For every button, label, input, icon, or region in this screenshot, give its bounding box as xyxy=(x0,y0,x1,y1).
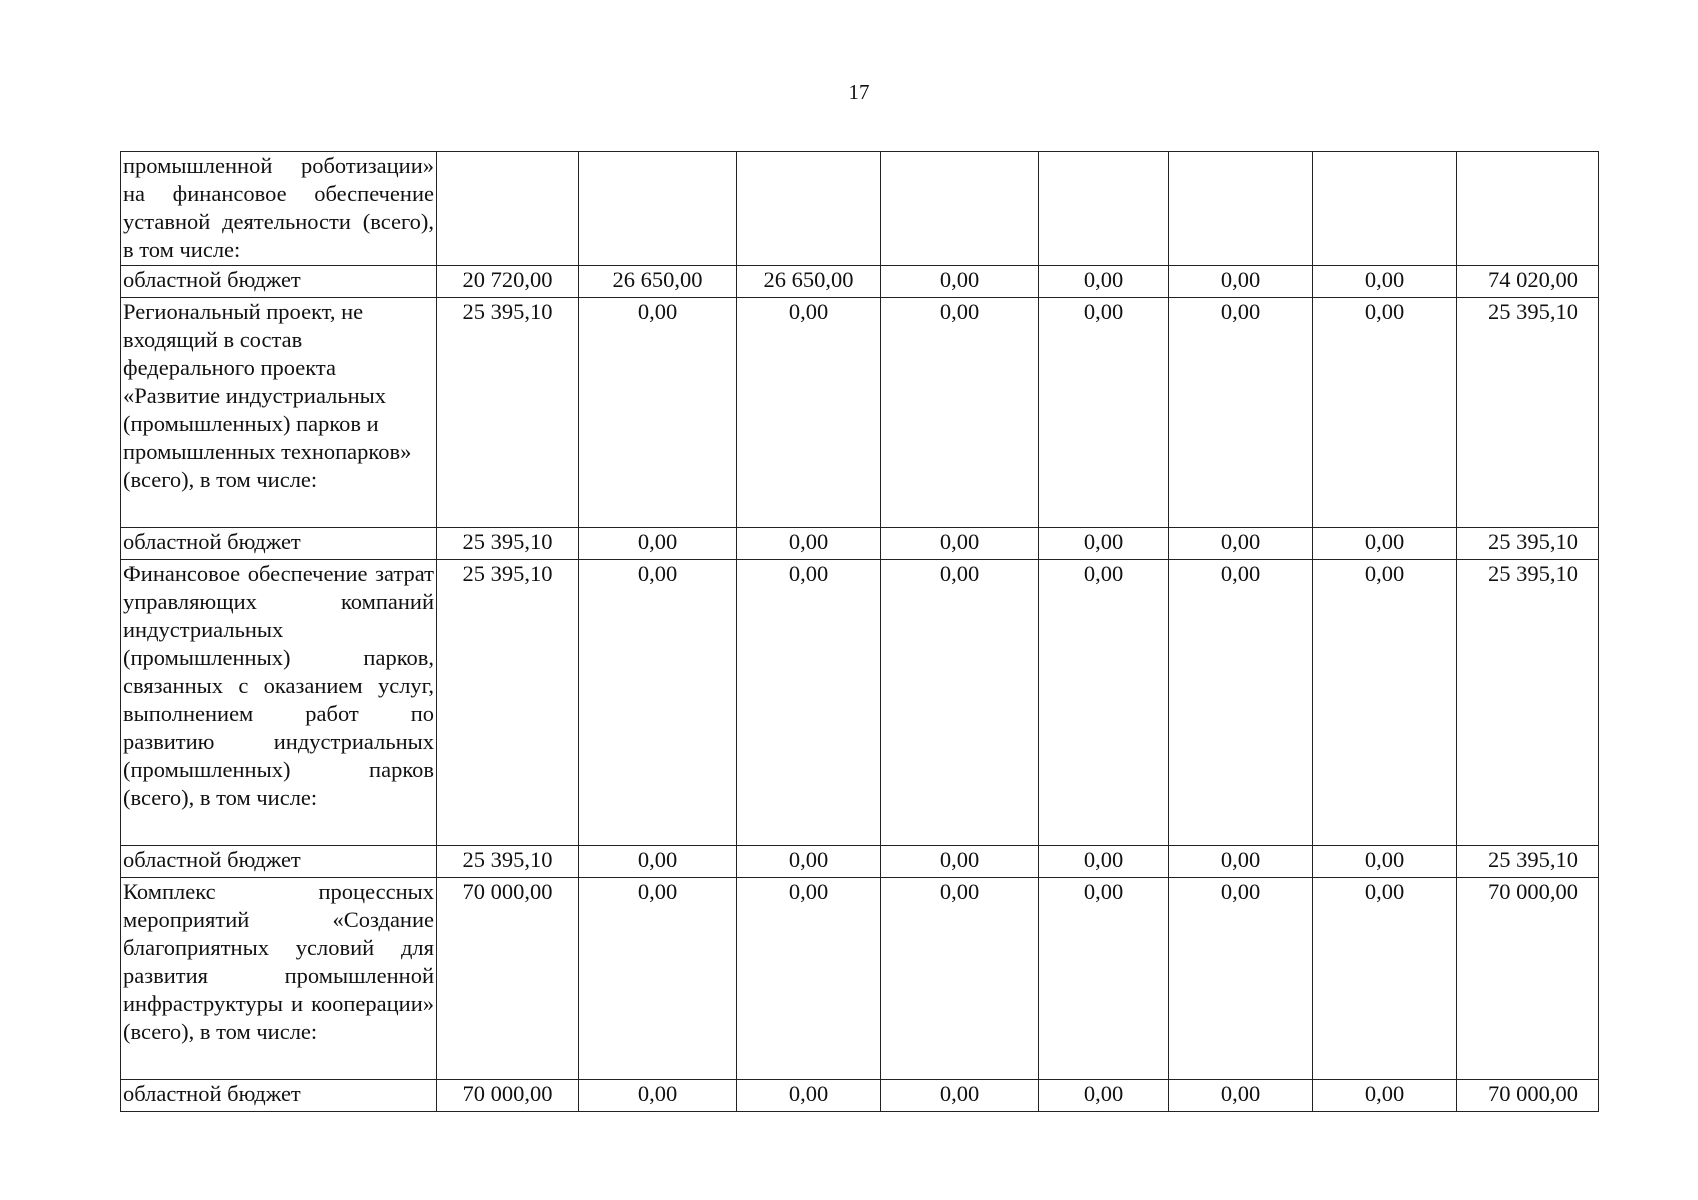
table-row xyxy=(121,266,1599,298)
value-cell: 0,00 xyxy=(579,560,737,846)
value-cell: 0,00 xyxy=(1039,878,1169,1080)
total-cell: 25 395,10 xyxy=(1457,560,1599,846)
value-cell: 0,00 xyxy=(737,560,881,846)
value-cell: 0,00 xyxy=(1039,846,1169,878)
value-cell: 0,00 xyxy=(1313,266,1457,298)
table-row xyxy=(121,152,1599,266)
value-cell: 0,00 xyxy=(579,846,737,878)
value-cell: 70 000,00 xyxy=(437,1080,579,1112)
total-cell: 25 395,10 xyxy=(1457,528,1599,560)
value-cell: 0,00 xyxy=(737,846,881,878)
value-cell: 0,00 xyxy=(1039,560,1169,846)
value-cell: 25 395,10 xyxy=(437,560,579,846)
table-row xyxy=(121,846,1599,878)
row-label: областной бюджет xyxy=(121,266,437,298)
value-cell: 0,00 xyxy=(579,1080,737,1112)
value-cell: 0,00 xyxy=(1169,266,1313,298)
value-cell xyxy=(881,152,1039,266)
value-cell: 0,00 xyxy=(1313,846,1457,878)
row-label: Региональный проект, не входящий в состав федерального проекта «Развитие индустриальных (промышленных) парков и промышленных технопарков» (всего), в том числе: xyxy=(121,298,437,528)
value-cell: 0,00 xyxy=(881,528,1039,560)
value-cell: 0,00 xyxy=(881,1080,1039,1112)
value-cell xyxy=(1039,152,1169,266)
value-cell: 70 000,00 xyxy=(437,878,579,1080)
value-cell: 0,00 xyxy=(737,1080,881,1112)
value-cell: 0,00 xyxy=(881,846,1039,878)
value-cell: 0,00 xyxy=(1169,560,1313,846)
page-number: 17 xyxy=(848,80,870,104)
value-cell: 0,00 xyxy=(881,878,1039,1080)
value-cell: 0,00 xyxy=(737,528,881,560)
value-cell: 0,00 xyxy=(737,878,881,1080)
value-cell: 0,00 xyxy=(579,878,737,1080)
value-cell xyxy=(579,152,737,266)
value-cell: 0,00 xyxy=(579,528,737,560)
value-cell: 0,00 xyxy=(1169,298,1313,528)
value-cell xyxy=(437,152,579,266)
value-cell: 0,00 xyxy=(1169,846,1313,878)
value-cell: 20 720,00 xyxy=(437,266,579,298)
total-cell: 25 395,10 xyxy=(1457,298,1599,528)
value-cell: 0,00 xyxy=(1313,560,1457,846)
total-cell: 70 000,00 xyxy=(1457,1080,1599,1112)
value-cell: 0,00 xyxy=(1313,878,1457,1080)
row-label: областной бюджет xyxy=(121,528,437,560)
total-cell: 74 020,00 xyxy=(1457,266,1599,298)
row-label: промышленной роботизации» на финансовое обеспечение уставной деятельности (всего), в том числе: xyxy=(121,152,437,266)
total-cell xyxy=(1457,152,1599,266)
value-cell: 0,00 xyxy=(1039,266,1169,298)
value-cell: 0,00 xyxy=(881,298,1039,528)
row-label: Комплекс процессных мероприятий «Создание благоприятных условий для развития промышленной инфраструктуры и кооперации» (всего), в том числе: xyxy=(121,878,437,1080)
row-label: областной бюджет xyxy=(121,846,437,878)
value-cell: 0,00 xyxy=(1313,1080,1457,1112)
value-cell: 25 395,10 xyxy=(437,298,579,528)
value-cell: 0,00 xyxy=(1039,528,1169,560)
value-cell: 26 650,00 xyxy=(737,266,881,298)
total-cell: 70 000,00 xyxy=(1457,878,1599,1080)
value-cell: 0,00 xyxy=(737,298,881,528)
value-cell: 0,00 xyxy=(1039,298,1169,528)
total-cell: 25 395,10 xyxy=(1457,846,1599,878)
table-row xyxy=(121,560,1599,846)
value-cell: 0,00 xyxy=(1313,528,1457,560)
value-cell: 0,00 xyxy=(881,560,1039,846)
value-cell: 25 395,10 xyxy=(437,528,579,560)
table-row xyxy=(121,878,1599,1080)
value-cell: 26 650,00 xyxy=(579,266,737,298)
value-cell xyxy=(737,152,881,266)
value-cell: 25 395,10 xyxy=(437,846,579,878)
value-cell xyxy=(1313,152,1457,266)
table-row xyxy=(121,528,1599,560)
row-label: Финансовое обеспечение затрат управляющих компаний индустриальных (промышленных) парков, связанных с оказанием услуг, выполнением работ по развитию индустриальных (промышленных) парков (всего), в том числе: xyxy=(121,560,437,846)
value-cell xyxy=(1169,152,1313,266)
table-row xyxy=(121,298,1599,528)
value-cell: 0,00 xyxy=(1169,1080,1313,1112)
value-cell: 0,00 xyxy=(1039,1080,1169,1112)
row-label: областной бюджет xyxy=(121,1080,437,1112)
value-cell: 0,00 xyxy=(1169,878,1313,1080)
budget-table xyxy=(120,151,1599,1112)
table-row xyxy=(121,1080,1599,1112)
value-cell: 0,00 xyxy=(1313,298,1457,528)
value-cell: 0,00 xyxy=(881,266,1039,298)
value-cell: 0,00 xyxy=(1169,528,1313,560)
value-cell: 0,00 xyxy=(579,298,737,528)
